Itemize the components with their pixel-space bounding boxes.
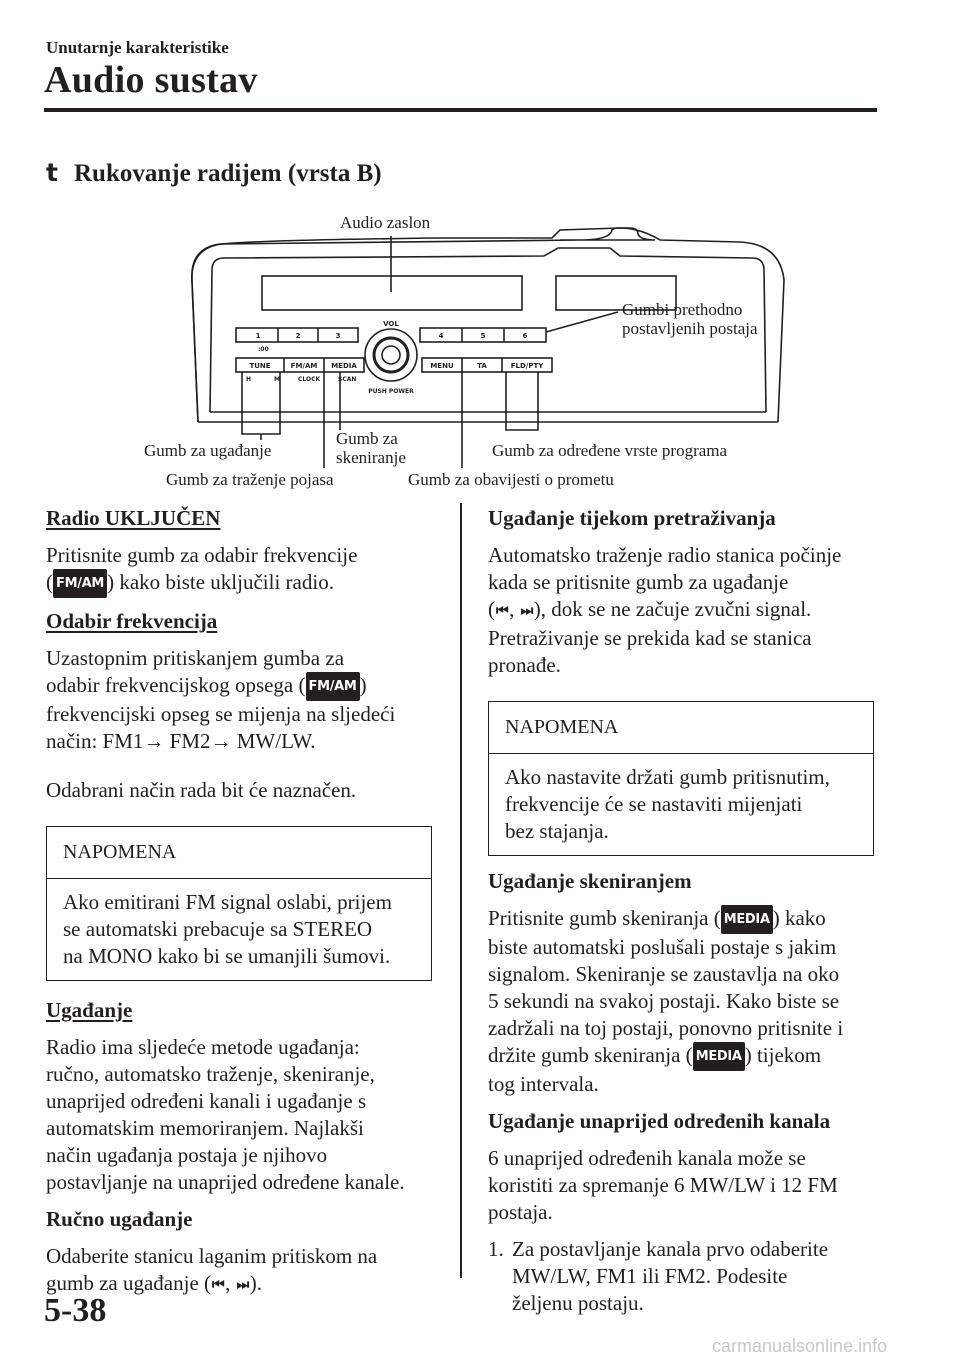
header-divider (44, 108, 877, 112)
manual-text-2: gumb za ugađanje (⏮, ⏭). (46, 1270, 438, 1299)
tuning-text-2: ručno, automatsko traženje, skeniranje, (46, 1062, 375, 1086)
step-1-line-3: željenu postaju. (512, 1291, 644, 1315)
note-heading: NAPOMENA (47, 827, 431, 879)
scan-label: SCAN (338, 376, 357, 383)
scan-text-6: držite gumb skeniranja ( MEDIA ) tijekom (488, 1042, 880, 1071)
page-number: 5-38 (44, 1292, 107, 1329)
fldpty-label: FLD/PTY (510, 362, 544, 370)
preset-text-1: 6 unaprijed određenih kanala može se (488, 1146, 806, 1170)
label-program-type-button: Gumb za određene vrste programa (492, 441, 728, 460)
label-preset-buttons-2: postavljenih postaja (622, 319, 758, 338)
band-text-5: Odabrani način rada bit će naznačen. (46, 778, 357, 802)
preset-5-label: 5 (480, 332, 486, 340)
sub-m-label: M (274, 376, 280, 383)
preset-1-label: 1 (255, 332, 261, 340)
note-body (489, 754, 873, 855)
band-text-4: način: FM1→ FM2→ MW/LW. (46, 729, 316, 753)
note-line: na MONO kako bi se umanjili šumovi. (63, 944, 391, 968)
note-line: Ako emitirani FM signal oslabi, prijem (63, 890, 392, 914)
note-body (47, 879, 431, 980)
tuning-text-5: način ugađanja postaja je njihovo (46, 1143, 328, 1167)
previous-track-icon: ⏮ (495, 598, 509, 625)
seek-heading: Ugađanje tijekom pretraživanja (488, 506, 776, 530)
chapter-label: Unutarnje karakteristike (46, 38, 229, 57)
scan-heading: Ugađanje skeniranjem (488, 869, 692, 893)
preset-4-label: 4 (438, 332, 444, 340)
scan-text-5: zadržali na toj postaji, ponovno pritisnite i (488, 1016, 844, 1040)
band-text-3: frekvencijski opseg se mijenja na sljedeći (46, 702, 396, 726)
label-audio-display: Audio zaslon (340, 213, 431, 232)
step-1-line-1: Za postavljanje kanala prvo odaberite (512, 1237, 829, 1261)
fmam-label: FM/AM (290, 362, 318, 370)
section-heading (46, 158, 382, 188)
radio-on-heading: Radio UKLJUČEN (46, 506, 221, 530)
note-line: frekvencije će se nastaviti mijenjati (505, 792, 803, 816)
tuning-text-3: unaprijed određeni kanali i ugađanje s (46, 1089, 367, 1113)
step-number: 1. (488, 1237, 504, 1261)
tuning-text-4: automatskim memoriranjem. Najlakši (46, 1116, 364, 1140)
manual-heading: Ručno ugađanje (46, 1207, 193, 1231)
ta-label: TA (477, 362, 487, 370)
radio-panel-diagram (140, 200, 900, 500)
right-column (488, 505, 880, 1317)
section-title: Rukovanje radijem (vrsta B) (74, 160, 382, 187)
tuning-text-1: Radio ima sljedeće metode ugađanja: (46, 1035, 360, 1059)
clock-label: CLOCK (298, 376, 321, 383)
seek-text-5: pronađe. (488, 653, 561, 677)
label-preset-buttons-1: Gumbi prethodno (622, 300, 743, 319)
radio-on-text-1: Pritisnite gumb za odabir frekvencije (46, 543, 358, 567)
sub-h-label: H (246, 376, 252, 383)
label-traffic-button: Gumb za obavijesti o prometu (408, 470, 614, 489)
vol-label: VOL (383, 320, 399, 328)
band-text-2: odabir frekvencijskog opsega ( FM/AM ) (46, 672, 438, 701)
previous-track-icon: ⏮ (211, 1272, 225, 1299)
next-track-icon: ⏭ (520, 598, 534, 625)
menu-label: MENU (430, 362, 454, 370)
sub-00-label: :00 (258, 346, 269, 353)
fmam-button-icon: FM/AM (53, 569, 107, 598)
label-scan-button-1: Gumb za (336, 429, 398, 448)
scan-text-7: tog intervala. (488, 1072, 599, 1096)
seek-text-1: Automatsko traženje radio stanica počinje (488, 543, 842, 567)
column-divider (460, 503, 462, 1278)
note-box-hold-button (488, 701, 874, 856)
media-label: MEDIA (331, 362, 357, 370)
scan-text-4: 5 sekundi na svakoj postaji. Kako biste se (488, 989, 840, 1013)
seek-text-2: kada se pritisnite gumb za ugađanje (488, 570, 789, 594)
band-heading: Odabir frekvencija (46, 609, 218, 633)
fmam-button-icon: FM/AM (306, 672, 360, 701)
preset-text-2: koristiti za spremanje 6 MW/LW i 12 FM (488, 1173, 838, 1197)
note-line: bez stajanja. (505, 819, 609, 843)
preset-text-3: postaja. (488, 1200, 553, 1224)
next-track-icon: ⏭ (236, 1272, 250, 1299)
radio-on-text-2: ( FM/AM ) kako biste uključili radio. (46, 569, 438, 598)
step-1-line-2: MW/LW, FM1 ili FM2. Podesite (512, 1264, 788, 1288)
media-button-icon: MEDIA (721, 905, 773, 934)
section-bullet: t (46, 158, 58, 187)
note-line: se automatski prebacuje sa STEREO (63, 917, 373, 941)
scan-text-3: signalom. Skeniranje se zaustavlja na oko (488, 962, 840, 986)
push-power-label: PUSH POWER (368, 388, 414, 395)
scan-text-2: biste automatski poslušali postaje s jakim (488, 935, 837, 959)
band-text-1: Uzastopnim pritiskanjem gumba za (46, 646, 345, 670)
seek-text-3: (⏮, ⏭), dok se ne začuje zvučni signal. (488, 596, 880, 625)
note-line: Ako nastavite držati gumb pritisnutim, (505, 765, 830, 789)
media-button-icon: MEDIA (693, 1042, 745, 1071)
tuning-text-6: postavljanje na unaprijed određene kanale. (46, 1170, 405, 1194)
tune-label: TUNE (249, 362, 271, 370)
watermark: carmanualsonline.info (712, 1336, 888, 1356)
preset-6-label: 6 (522, 332, 528, 340)
tuning-heading: Ugađanje (46, 998, 133, 1022)
seek-text-4: Pretraživanje se prekida kad se stanica (488, 626, 812, 650)
preset-2-label: 2 (295, 332, 301, 340)
note-heading: NAPOMENA (489, 702, 873, 754)
page-title: Audio sustav (44, 59, 258, 101)
scan-text-1: Pritisnite gumb skeniranja ( MEDIA ) kako (488, 905, 880, 934)
left-column (46, 505, 438, 1299)
label-scan-button-2: skeniranje (336, 448, 406, 467)
step-1 (488, 1236, 880, 1317)
manual-text-1: Odaberite stanicu laganim pritiskom na (46, 1244, 378, 1268)
label-band-button: Gumb za traženje pojasa (166, 470, 334, 489)
note-box-fm-signal (46, 826, 432, 981)
label-tune-button: Gumb za ugađanje (144, 441, 272, 460)
preset-heading: Ugađanje unaprijed određenih kanala (488, 1109, 831, 1133)
preset-3-label: 3 (335, 332, 341, 340)
